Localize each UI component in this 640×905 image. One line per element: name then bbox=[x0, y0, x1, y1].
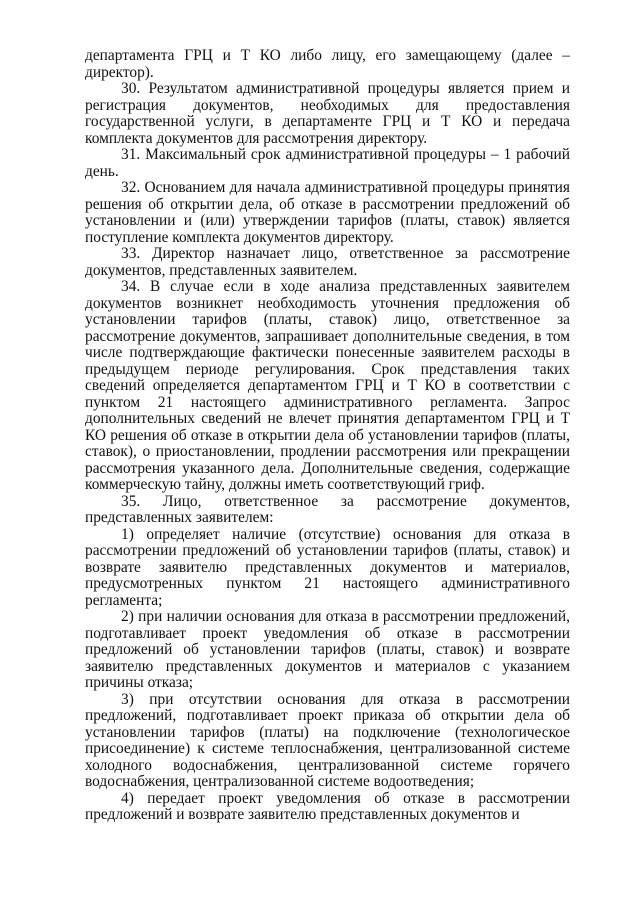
list-item-4: 4) передает проект уведомления об отказе в рассмотрении предложений и возврате заявителю представленных документов и bbox=[85, 789, 570, 823]
paragraph-30: 30. Результатом административной процедуры является прием и регистрация документов, необходимых для предоставления государственной услуги, в департаменте ГРЦ и Т КО и передача комплекта документов для рассмотрения директору. bbox=[85, 80, 570, 147]
paragraph-34: 34. В случае если в ходе анализа представленных заявителем документов возникнет необходимость уточнения предложения об установлении тарифов (платы, ставок) лицо, ответственное за рассмотрение документов, запрашивает дополнительные сведения, в том числе подтверждающие фактически понесенные заявителем расходы в предыдущем периоде регулирования. Срок представления таких сведений определяется департаментом ГРЦ и Т КО в соответствии с пунктом 21 настоящего административного регламента. Запрос дополнительных сведений не влечет принятия департаментом ГРЦ и Т КО решения об отказе в открытии дела об установлении тарифов (платы, ставок), о приостановлении, продлении рассмотрения или прекращении рассмотрения указанного дела. Дополнительные сведения, содержащие коммерческую тайну, должны иметь соответствующий гриф. bbox=[85, 278, 570, 493]
paragraph-33: 33. Директор назначает лицо, ответственное за рассмотрение документов, представленных заявителем. bbox=[85, 245, 570, 279]
paragraph-continuation: департамента ГРЦ и Т КО либо лицу, его замещающему (далее – директор). bbox=[85, 47, 570, 81]
document-page bbox=[85, 48, 570, 824]
paragraph-31: 31. Максимальный срок административной процедуры – 1 рабочий день. bbox=[85, 146, 570, 180]
paragraph-35: 35. Лицо, ответственное за рассмотрение документов, представленных заявителем: bbox=[85, 492, 570, 526]
list-item-2: 2) при наличии основания для отказа в рассмотрении предложений, подготавливает проект уведомления об отказе в рассмотрении предложений об установлении тарифов (платы, ставок) и возврате заявителю представленных документов и материалов с указанием причины отказа; bbox=[85, 608, 570, 691]
list-item-1: 1) определяет наличие (отсутствие) основания для отказа в рассмотрении предложений об установлении тарифов (платы, ставок) и возврате заявителю представленных документов и материалов, предусмотренных пунктом 21 настоящего административного регламента; bbox=[85, 525, 570, 609]
list-item-3: 3) при отсутствии основания для отказа в рассмотрении предложений, подготавливает проект приказа об открытии дела об установлении тарифов (платы) на подключение (технологическое присоединение) к системе теплоснабжения, централизованной системе холодного водоснабжения, централизованной системе горячего водоснабжения, централизованной системе водоотведения; bbox=[85, 690, 570, 790]
paragraph-32: 32. Основанием для начала административной процедуры принятия решения об открытии дела, об отказе в рассмотрении предложений об установлении и (или) утверждении тарифов (платы, ставок) является поступление комплекта документов директору. bbox=[85, 179, 570, 246]
